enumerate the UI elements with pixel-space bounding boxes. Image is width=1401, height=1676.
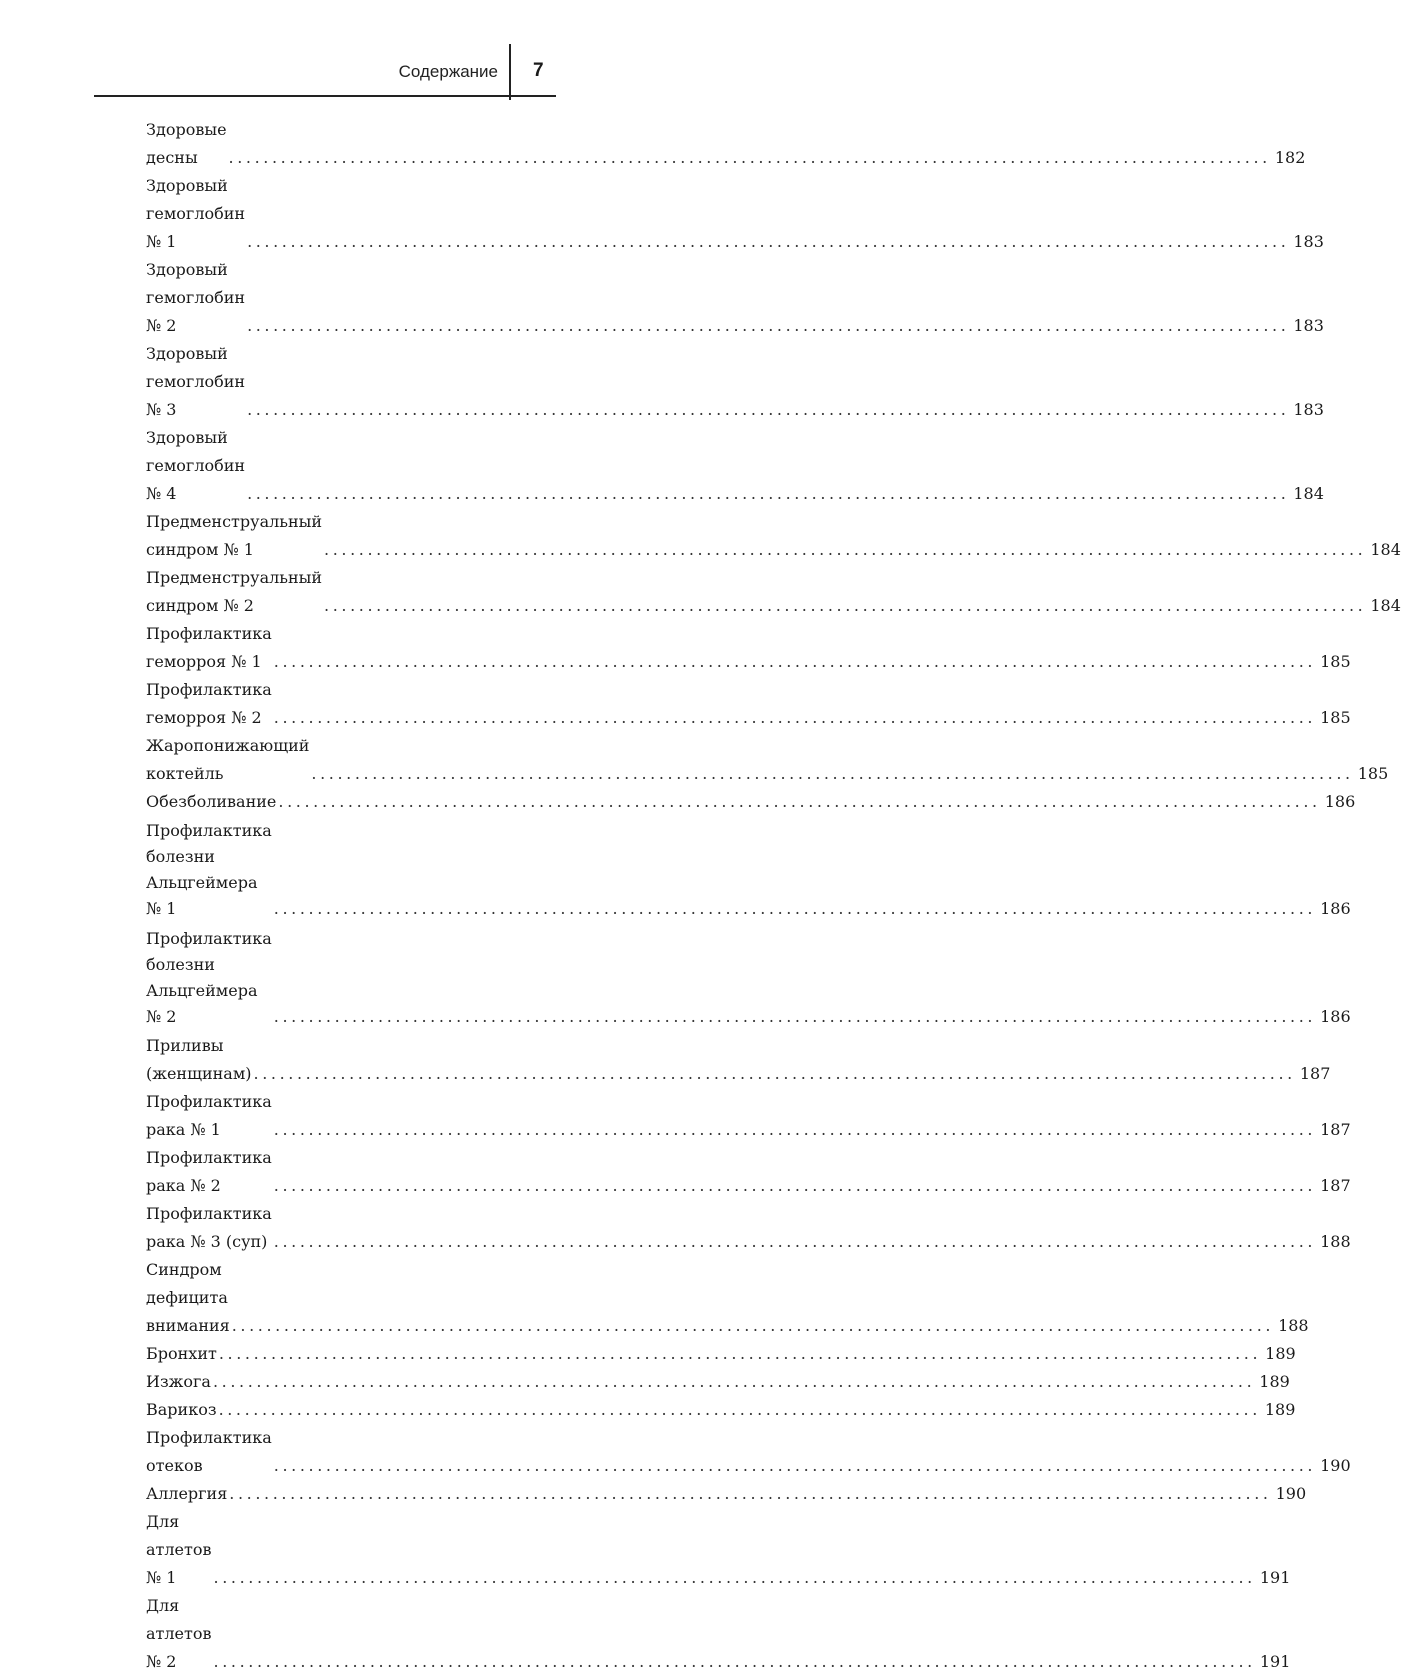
entry-title: Здоровый гемоглобин № 2 [146, 260, 246, 335]
toc-entry [146, 816, 1351, 924]
dot-leader: ........................................................................................................................ [273, 1120, 1317, 1139]
dot-leader: ........................................................................................................................ [218, 1400, 1261, 1419]
toc-entry [146, 1144, 1351, 1200]
toc-entry [146, 508, 1401, 564]
dot-leader: ........................................................................................................................ [247, 232, 1290, 251]
dot-leader: ........................................................................................................................ [231, 1316, 1275, 1335]
entry-title-block [146, 926, 272, 1030]
toc-entry [146, 1340, 1296, 1368]
toc-entry [146, 1480, 1307, 1508]
dot-leader: ........................................................................................................................ [228, 148, 1271, 167]
entry-title: Обезболивание [146, 792, 277, 811]
entry-title: Синдром дефицита внимания [146, 1260, 230, 1335]
dot-leader: ........................................................................................................................ [278, 792, 1321, 811]
entry-page: 189 [1265, 1344, 1296, 1363]
entry-title: Для атлетов № 1 [146, 1512, 212, 1587]
entry-page: 191 [1259, 1568, 1291, 1587]
header-rule [94, 95, 556, 97]
entry-title: Жаропонижающий коктейль [146, 736, 310, 783]
entry-page: 186 [1320, 1007, 1351, 1026]
dot-leader: ........................................................................................................................ [273, 1007, 1317, 1026]
entry-title: Для атлетов № 2 [146, 1596, 212, 1671]
dot-leader: ........................................................................................................................ [213, 1568, 1256, 1587]
entry-title: Аллергия [146, 1484, 228, 1503]
entry-title: Профилактика геморроя № 2 [146, 680, 272, 727]
dot-leader: ........................................................................................................................ [273, 1456, 1317, 1475]
toc-entry [146, 1592, 1291, 1676]
dot-leader: ........................................................................................................................ [311, 764, 1354, 783]
toc-entry [146, 1088, 1351, 1144]
entry-page: 183 [1293, 400, 1324, 419]
dot-leader: ........................................................................................................................ [213, 1652, 1256, 1671]
dot-leader: ........................................................................................................................ [273, 708, 1317, 727]
entry-title: Бронхит [146, 1344, 217, 1363]
dot-leader: ........................................................................................................................ [273, 899, 1317, 918]
toc-entry [146, 1424, 1351, 1480]
entry-page: 184 [1370, 540, 1401, 559]
section-title: Содержание [398, 62, 498, 81]
entry-page: 185 [1357, 764, 1389, 783]
entry-title: Альцгеймера № 2 [146, 981, 258, 1026]
entry-page: 191 [1259, 1652, 1291, 1671]
toc-entry [146, 256, 1324, 340]
entry-title: Альцгеймера № 1 [146, 873, 258, 918]
toc-entry [146, 172, 1324, 256]
entry-title: Приливы (женщинам) [146, 1036, 252, 1083]
entry-title: Профилактика рака № 3 (суп) [146, 1204, 272, 1251]
entry-title: Профилактика отеков [146, 1428, 272, 1475]
toc-entry [146, 116, 1306, 172]
entry-title: Профилактика геморроя № 1 [146, 624, 272, 671]
entry-title: Профилактика рака № 1 [146, 1092, 272, 1139]
entry-page: 183 [1293, 316, 1324, 335]
entry-page: 185 [1320, 708, 1351, 727]
dot-leader: ........................................................................................................................ [324, 596, 1367, 615]
entry-page: 190 [1275, 1484, 1307, 1503]
entry-title: Здоровый гемоглобин № 3 [146, 344, 246, 419]
entry-page: 187 [1320, 1176, 1351, 1195]
entry-title: Здоровые десны [146, 120, 227, 167]
toc-entry [146, 1200, 1351, 1256]
entry-title: Изжога [146, 1372, 211, 1391]
entry-page: 189 [1264, 1400, 1296, 1419]
entry-title: Варикоз [146, 1400, 217, 1419]
dot-leader: ........................................................................................................................ [247, 484, 1290, 503]
toc-entry [146, 1368, 1290, 1396]
entry-page: 188 [1320, 1232, 1351, 1251]
entry-page: 184 [1293, 484, 1324, 503]
entry-page: 186 [1324, 792, 1356, 811]
entry-page: 189 [1259, 1372, 1290, 1391]
entry-page: 184 [1370, 596, 1401, 615]
entry-title-block [146, 818, 272, 922]
table-of-contents [146, 116, 1401, 1676]
dot-leader: ........................................................................................................................ [273, 1176, 1317, 1195]
entry-title: Предменструальный синдром № 1 [146, 512, 323, 559]
entry-title: Профилактика рака № 2 [146, 1148, 272, 1195]
entry-title-line1: Профилактика болезни [146, 929, 272, 974]
entry-page: 182 [1274, 148, 1306, 167]
entry-title: Здоровый гемоглобин № 4 [146, 428, 246, 503]
toc-entry [146, 1256, 1309, 1340]
toc-entry [146, 340, 1324, 424]
header-divider [509, 44, 511, 100]
dot-leader: ........................................................................................................................ [212, 1372, 1256, 1391]
toc-entry [146, 924, 1351, 1032]
entry-page: 183 [1293, 232, 1324, 251]
toc-entry [146, 1396, 1296, 1424]
entry-page: 187 [1320, 1120, 1351, 1139]
toc-entry [146, 788, 1356, 816]
dot-leader: ........................................................................................................................ [273, 1232, 1317, 1251]
entry-page: 188 [1278, 1316, 1309, 1335]
entry-page: 187 [1299, 1064, 1331, 1083]
toc-entry [146, 1508, 1291, 1592]
entry-page: 185 [1320, 652, 1351, 671]
dot-leader: ........................................................................................................................ [218, 1344, 1262, 1363]
entry-page: 186 [1320, 899, 1351, 918]
dot-leader: ........................................................................................................................ [253, 1064, 1296, 1083]
toc-entry [146, 620, 1351, 676]
entry-title: Здоровый гемоглобин № 1 [146, 176, 246, 251]
dot-leader: ........................................................................................................................ [229, 1484, 1272, 1503]
dot-leader: ........................................................................................................................ [247, 316, 1290, 335]
dot-leader: ........................................................................................................................ [273, 652, 1317, 671]
toc-entry [146, 564, 1401, 620]
dot-leader: ........................................................................................................................ [247, 400, 1290, 419]
entry-title-line1: Профилактика болезни [146, 821, 272, 866]
entry-page: 190 [1320, 1456, 1351, 1475]
page-number: 7 [533, 60, 544, 81]
toc-entry [146, 676, 1351, 732]
toc-entry [146, 424, 1324, 508]
entry-title: Предменструальный синдром № 2 [146, 568, 323, 615]
running-header [0, 0, 636, 100]
toc-entry [146, 732, 1389, 788]
dot-leader: ........................................................................................................................ [324, 540, 1367, 559]
toc-entry [146, 1032, 1331, 1088]
